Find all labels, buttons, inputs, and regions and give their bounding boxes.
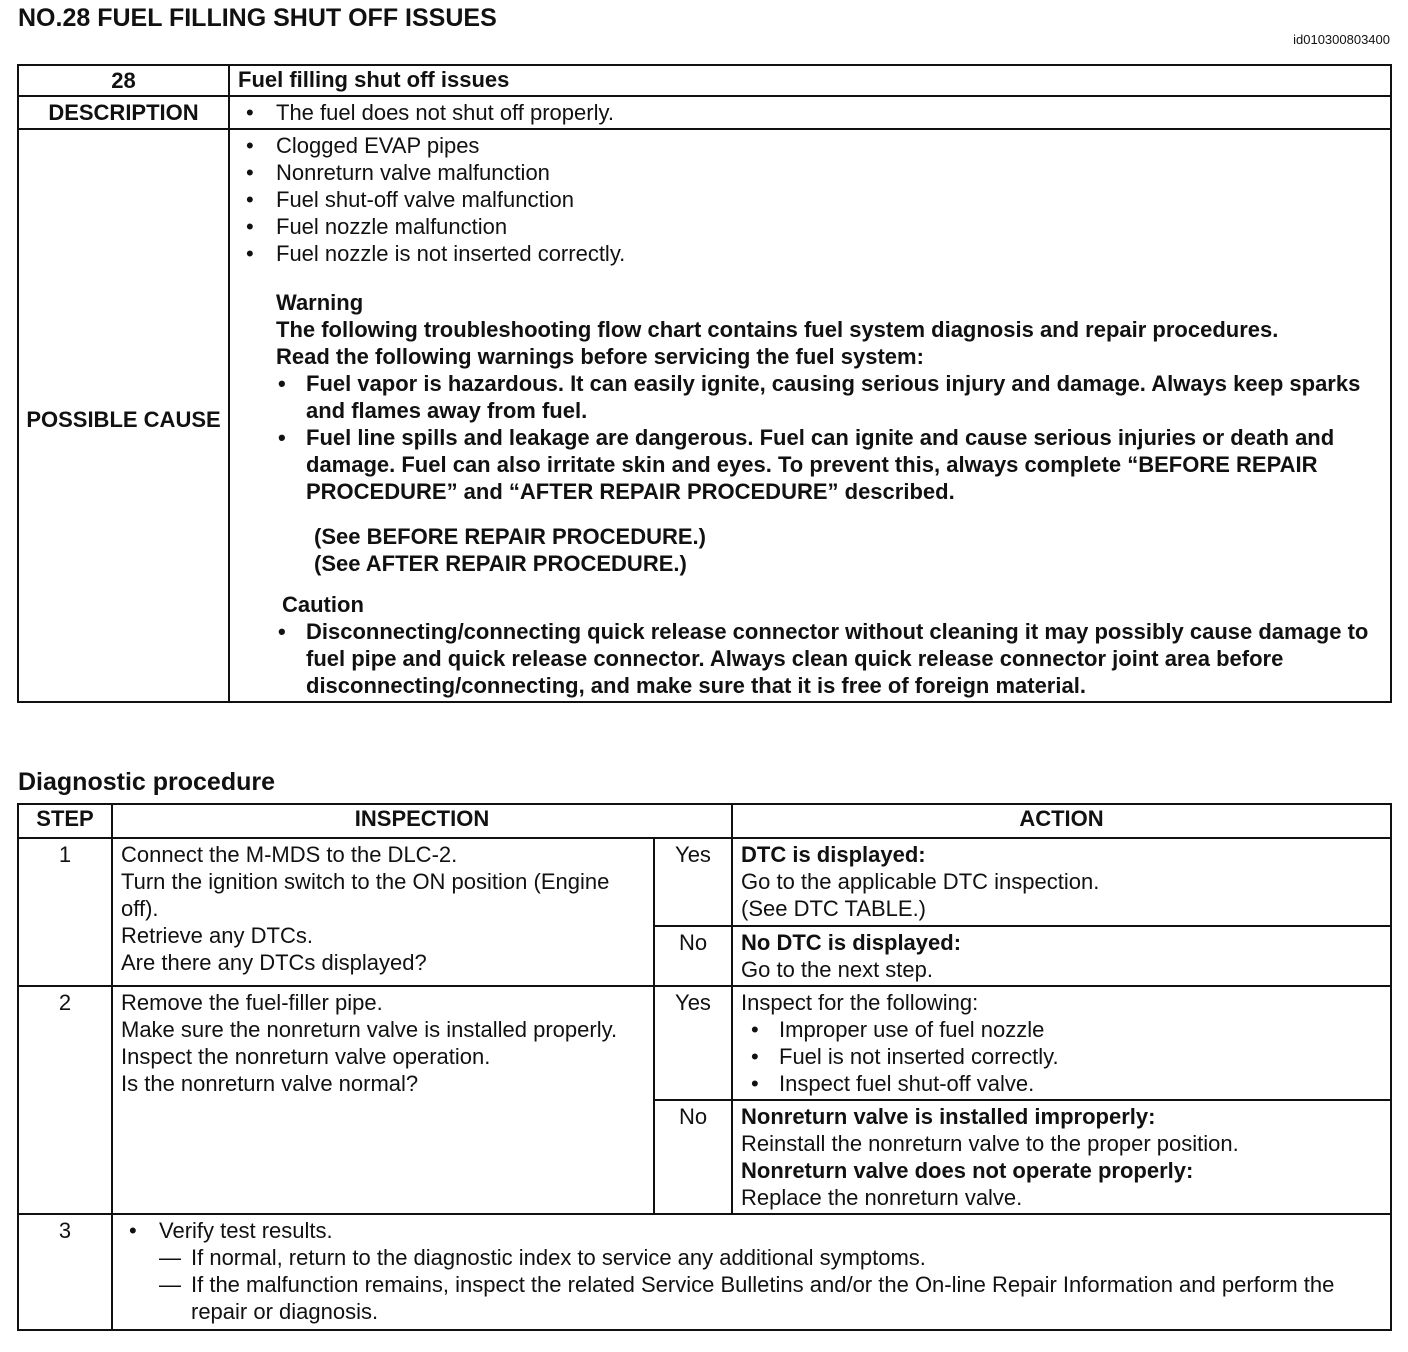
no-label: No	[654, 1100, 732, 1214]
action-item: • Improper use of fuel nozzle	[779, 1016, 1382, 1043]
document-id: id010300803400	[1293, 32, 1390, 47]
inspection-line: Turn the ignition switch to the ON position (Engine off).	[121, 869, 610, 921]
possible-cause-row	[18, 129, 1391, 702]
action-heading: Nonreturn valve does not operate properly:	[741, 1158, 1194, 1183]
cause-item: • Clogged EVAP pipes	[276, 132, 1382, 159]
symptom-number: 28	[18, 65, 229, 96]
warning-title: Warning	[276, 290, 364, 315]
step-2-yes-action	[732, 986, 1391, 1100]
yes-label: Yes	[654, 838, 732, 926]
symptom-heading: Fuel filling shut off issues	[229, 65, 1391, 96]
cause-item: • Nonreturn valve malfunction	[276, 159, 1382, 186]
diagnostic-table	[17, 803, 1392, 1331]
step-number: 3	[18, 1214, 112, 1330]
description-label: DESCRIPTION	[18, 96, 229, 129]
no-label: No	[654, 926, 732, 986]
cause-item: • Fuel nozzle malfunction	[276, 213, 1382, 240]
step-2-yes-row	[18, 986, 1391, 1100]
step-1-no-action	[732, 926, 1391, 986]
action-text: Inspect for the following:	[741, 990, 979, 1015]
cause-item: • Fuel nozzle is not inserted correctly.	[276, 240, 1382, 267]
possible-cause-label: POSSIBLE CAUSE	[18, 129, 229, 702]
action-text: Go to the next step.	[741, 957, 934, 982]
inspection-line: Are there any DTCs displayed?	[121, 950, 427, 975]
step-3-bullet: • Verify test results.	[159, 1217, 1390, 1244]
action-heading: No DTC is displayed:	[741, 930, 962, 955]
see-dtc-table-link[interactable]: (See DTC TABLE.)	[741, 896, 927, 921]
action-heading: DTC is displayed:	[741, 842, 926, 867]
see-before-repair-link[interactable]: (See BEFORE REPAIR PROCEDURE.)	[314, 524, 706, 549]
page-title: NO.28 FUEL FILLING SHUT OFF ISSUES	[18, 4, 497, 32]
inspection-line: Connect the M-MDS to the DLC-2.	[121, 842, 458, 867]
inspection-line: Make sure the nonreturn valve is installed properly.	[121, 1017, 618, 1042]
symptom-table	[17, 64, 1392, 703]
caution-title: Caution	[282, 592, 364, 617]
step-3-row	[18, 1214, 1391, 1330]
action-text: Replace the nonreturn valve.	[741, 1185, 1023, 1210]
cause-item: • Fuel shut-off valve malfunction	[276, 186, 1382, 213]
diagnostic-heading: Diagnostic procedure	[18, 768, 275, 796]
action-text: Reinstall the nonreturn valve to the proper position.	[741, 1131, 1239, 1156]
warning-intro: Read the following warnings before servicing the fuel system:	[276, 344, 924, 369]
diagnostic-header-row	[18, 804, 1391, 838]
step-3-subitem: — If normal, return to the diagnostic index to service any additional symptoms.	[191, 1244, 1390, 1271]
action-item: • Fuel is not inserted correctly.	[779, 1043, 1382, 1070]
inspection-line: Inspect the nonreturn valve operation.	[121, 1044, 491, 1069]
warning-item: • Fuel line spills and leakage are dangerous. Fuel can ignite and cause serious injuries or death and damage. Fuel can also irritate skin and eyes. To prevent this, always complete “BEFORE REPAIR PROCEDURE” and “AFTER REPAIR PROCEDURE” described.	[306, 424, 1382, 505]
action-text: Go to the applicable DTC inspection.	[741, 869, 1100, 894]
warning-item: • Fuel vapor is hazardous. It can easily ignite, causing serious injury and damage. Always keep sparks and flames away from fuel.	[306, 370, 1382, 424]
step-3-content	[112, 1214, 1391, 1330]
description-text: • The fuel does not shut off properly.	[276, 99, 1390, 126]
inspection-line: Retrieve any DTCs.	[121, 923, 313, 948]
inspection-header: INSPECTION	[112, 804, 732, 838]
yes-label: Yes	[654, 986, 732, 1100]
action-header: ACTION	[732, 804, 1391, 838]
step-1-inspection	[112, 838, 654, 986]
inspection-line: Is the nonreturn valve normal?	[121, 1071, 419, 1096]
description-row	[18, 96, 1391, 129]
action-item: • Inspect fuel shut-off valve.	[779, 1070, 1382, 1097]
symptom-header-row	[18, 65, 1391, 96]
step-2-no-action	[732, 1100, 1391, 1214]
step-1-yes-row	[18, 838, 1391, 926]
step-2-inspection	[112, 986, 654, 1214]
step-header: STEP	[18, 804, 112, 838]
caution-item: • Disconnecting/connecting quick release connector without cleaning it may possibly cause damage to fuel pipe and quick release connector. Always clean quick release connector joint area before disconnecting/connecting, and make sure that it is free of foreign material.	[306, 618, 1382, 699]
step-1-yes-action	[732, 838, 1391, 926]
warning-intro: The following troubleshooting flow chart contains fuel system diagnosis and repair procedures.	[276, 317, 1279, 342]
cause-list	[230, 132, 1382, 267]
step-number: 2	[18, 986, 112, 1214]
warning-block	[276, 289, 1382, 699]
see-after-repair-link[interactable]: (See AFTER REPAIR PROCEDURE.)	[314, 551, 687, 576]
step-number: 1	[18, 838, 112, 986]
action-heading: Nonreturn valve is installed improperly:	[741, 1104, 1156, 1129]
step-3-subitem: — If the malfunction remains, inspect the related Service Bulletins and/or the On-line Repair Information and perform the repair or diagnosis.	[191, 1271, 1390, 1325]
inspection-line: Remove the fuel-filler pipe.	[121, 990, 383, 1015]
